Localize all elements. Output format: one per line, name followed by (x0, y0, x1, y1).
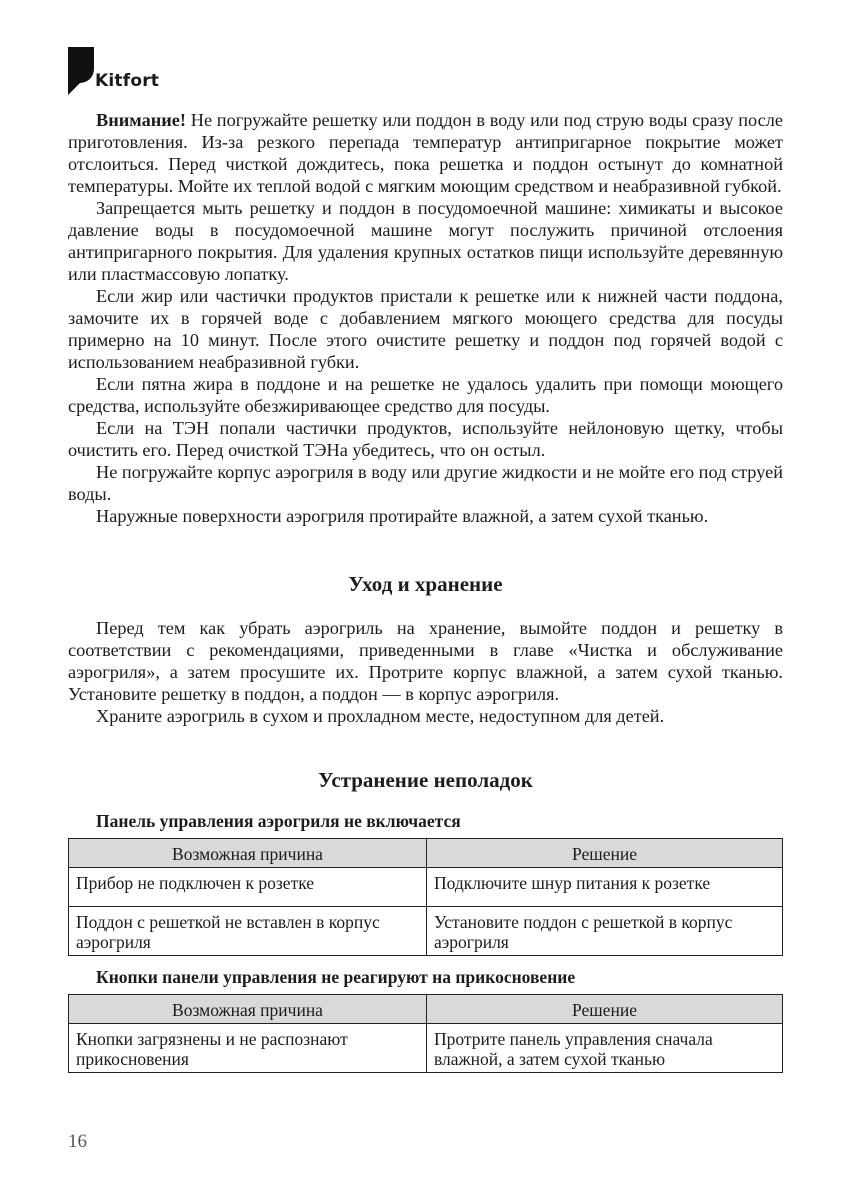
troubleshooting-table (68, 994, 783, 1073)
care-paragraph: Перед тем как убрать аэрогриль на хранение, вымойте поддон и решетку в соответствии с рекомендациями, приведенными в главе «Чистка и обслуживание аэрогриля», а затем просушите их. Протрите корпус влажной, а затем сухой тканью. Установите решетку в поддон, а поддон — в корпус аэрогриля. (68, 618, 783, 704)
attention-label: Внимание! (96, 110, 186, 130)
table-row (69, 868, 783, 907)
cause-cell: Прибор не подключен к розетке (69, 868, 427, 907)
solution-cell: Установите поддон с решеткой в корпус аэрогриля (427, 907, 783, 956)
cause-cell: Поддон с решеткой не вставлен в корпус аэрогриля (69, 907, 427, 956)
page-content (68, 109, 783, 1073)
cleaning-paragraph: Если жир или частички продуктов пристали к решетке или к нижней части поддона, замочите их в горячей воде с добавлением мягкого моющего средства для посуды примерно на 10 минут. После этого очистите решетку и поддон под горячей водой с использованием неабразивной губки. (68, 286, 783, 372)
care-title: Уход и хранение (348, 572, 503, 596)
solution-cell: Протрите панель управления сначала влажной, а затем сухой тканью (427, 1024, 783, 1073)
kitfort-logo-icon (68, 47, 94, 95)
kitfort-logo (68, 47, 178, 95)
cleaning-paragraph: Не погружайте корпус аэрогриля в воду или другие жидкости и не мойте его под струей воды. (68, 462, 783, 504)
problem-heading: Кнопки панели управления не реагируют на прикосновение (96, 967, 576, 987)
column-header-cause: Возможная причина (69, 839, 427, 868)
attention-text: Не погружайте решетку или поддон в воду или под струю воды сразу после приготовления. Из-за резкого перепада температур антипригарное покрытие может отслоиться. Перед чисткой дождитесь, пока решетка и поддон остынут до комнатной температуры. Мойте их теплой водой с мягким моющим средством и неабразивной губкой. (68, 110, 783, 196)
cleaning-paragraph: Если на ТЭН попали частички продуктов, используйте нейлоновую щетку, чтобы очистить его. Перед очисткой ТЭНа убедитесь, что он остыл. (68, 418, 783, 460)
table-row (69, 1024, 783, 1073)
column-header-cause: Возможная причина (69, 995, 427, 1024)
attention-paragraph (68, 109, 783, 197)
brand-name: Kitfort (95, 71, 160, 91)
cleaning-paragraph: Наружные поверхности аэрогриля протирайте влажной, а затем сухой тканью. (96, 506, 709, 526)
column-header-solution: Решение (427, 839, 783, 868)
table-row (69, 907, 783, 956)
cleaning-paragraph: Запрещается мыть решетку и поддон в посудомоечной машине: химикаты и высокое давление воды в посудомоечной машине могут послужить причиной отслоения антипригарного покрытия. Для удаления крупных остатков пищи используйте деревянную или пластмассовую лопатку. (68, 198, 783, 284)
table-header-row (69, 995, 783, 1024)
cleaning-paragraph: Если пятна жира в поддоне и на решетке не удалось удалить при помощи моющего средства, используйте обезжиривающее средство для посуды. (68, 374, 783, 416)
solution-cell: Подключите шнур питания к розетке (427, 868, 783, 907)
problem-heading: Панель управления аэрогриля не включается (96, 811, 461, 831)
table-header-row (69, 839, 783, 868)
care-paragraph: Храните аэрогриль в сухом и прохладном месте, недоступном для детей. (96, 706, 665, 726)
column-header-solution: Решение (427, 995, 783, 1024)
cause-cell: Кнопки загрязнены и не распознают прикосновения (69, 1024, 427, 1073)
troubleshooting-title: Устранение неполадок (318, 768, 533, 792)
page-number: 16 (68, 1131, 87, 1152)
troubleshooting-table (68, 838, 783, 956)
cleaning-section (68, 109, 783, 527)
